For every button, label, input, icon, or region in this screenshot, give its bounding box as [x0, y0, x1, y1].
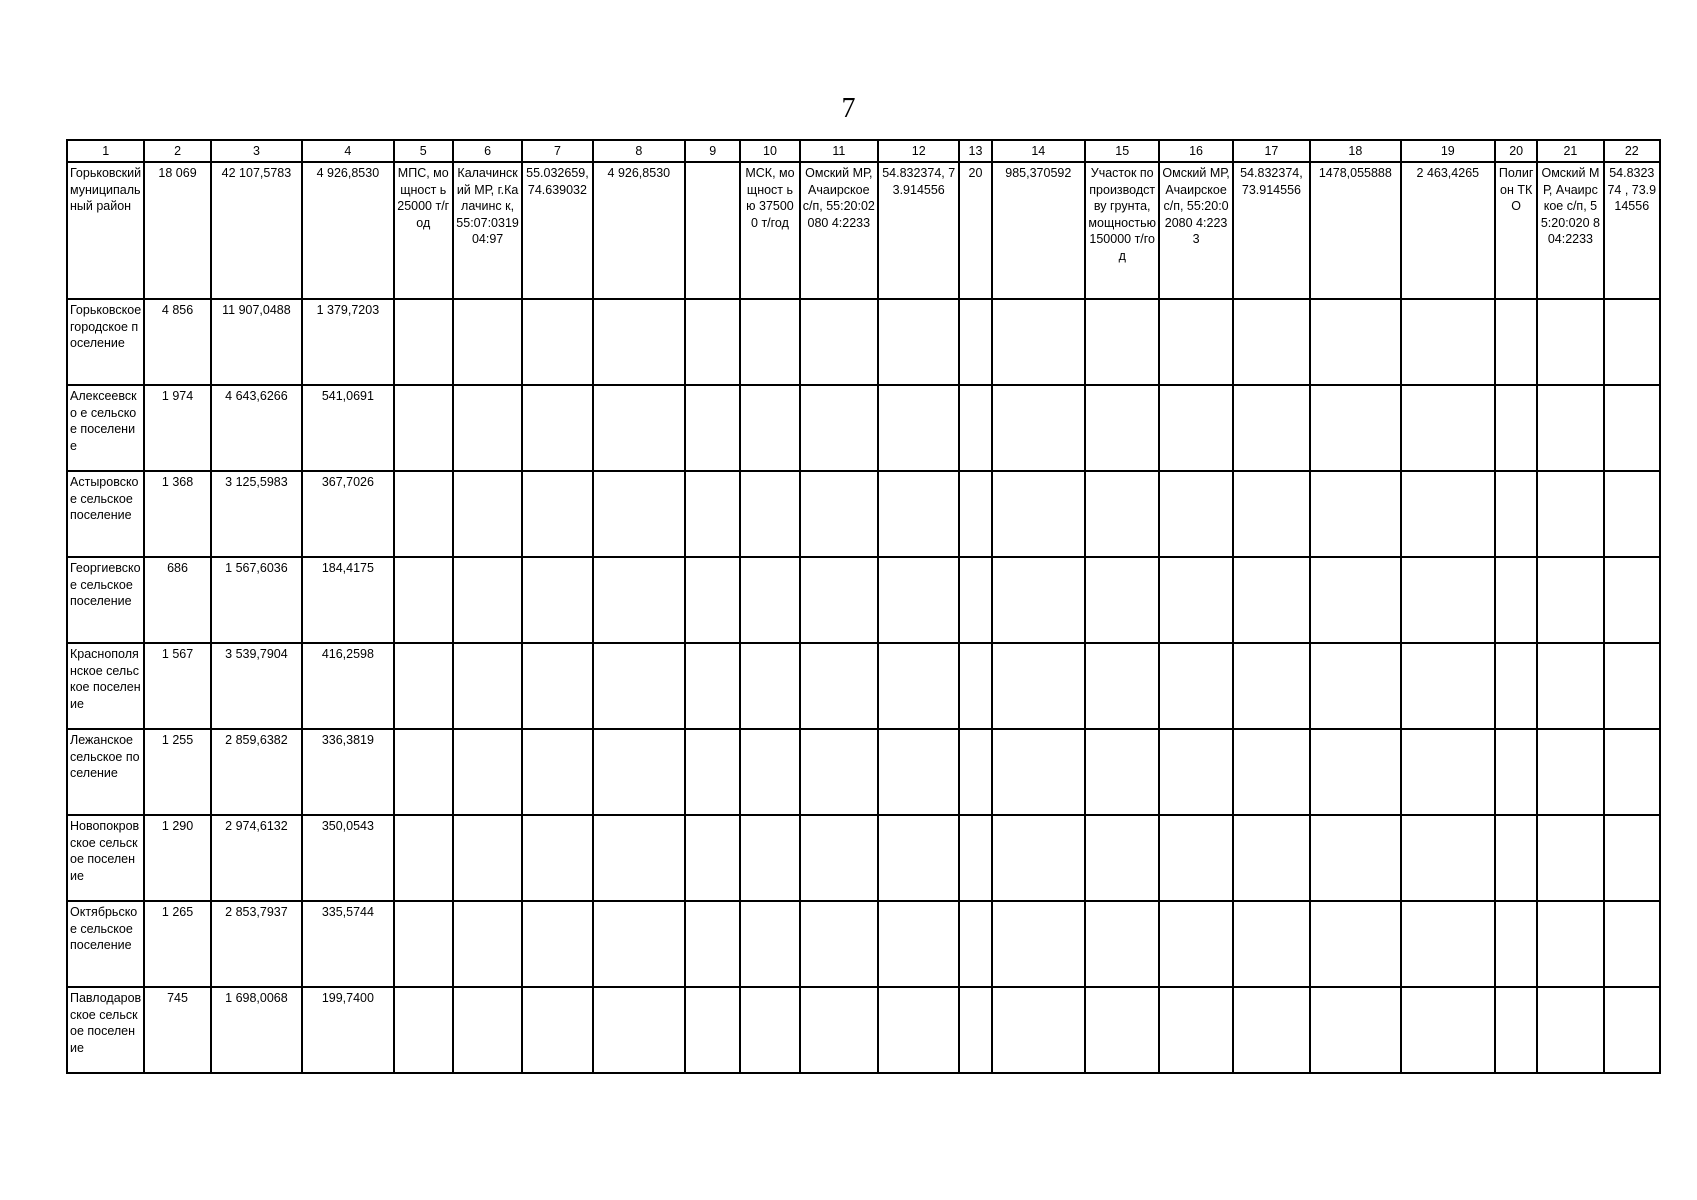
coordinates-cell: 55.032659, 74.639032 [522, 162, 592, 299]
population-cell: 686 [144, 557, 210, 643]
value-cell: 367,7026 [302, 471, 393, 557]
settlement-name: Лежанское сельское поселение [67, 729, 144, 815]
column-number: 12 [878, 140, 959, 162]
population-cell: 1 255 [144, 729, 210, 815]
column-number: 21 [1537, 140, 1603, 162]
value-cell: 2 859,6382 [211, 729, 302, 815]
location-cell: Омский МР, Ачаирское с/п, 55:20:02080 4:2233 [800, 162, 878, 299]
coordinates-cell: 54.832374, 73.914556 [1233, 162, 1310, 299]
settlement-name: Горьковское городское поселение [67, 299, 144, 385]
value-cell: 1478,055888 [1310, 162, 1400, 299]
settlement-name: Астыровско е сельское поселение [67, 471, 144, 557]
facility-cell: Участок по производст ву грунта, мощностью 150000 т/год [1085, 162, 1159, 299]
coordinates-cell: 54.832374, 73.914556 [878, 162, 959, 299]
column-number-row [67, 140, 1660, 162]
column-number: 13 [959, 140, 991, 162]
population-cell: 1 290 [144, 815, 210, 901]
value-cell: 2 853,7937 [211, 901, 302, 987]
column-number: 18 [1310, 140, 1400, 162]
column-number: 1 [67, 140, 144, 162]
value-cell: 541,0691 [302, 385, 393, 471]
empty-cell [685, 162, 740, 299]
value-cell: 336,3819 [302, 729, 393, 815]
column-number: 2 [144, 140, 210, 162]
column-number: 16 [1159, 140, 1232, 162]
column-number: 5 [394, 140, 453, 162]
population-cell: 1 265 [144, 901, 210, 987]
value-cell: 1 698,0068 [211, 987, 302, 1073]
settlement-name: Новопокров ское сельское поселение [67, 815, 144, 901]
value-cell: 3 539,7904 [211, 643, 302, 729]
value-cell: 350,0543 [302, 815, 393, 901]
value-cell: 4 926,8530 [302, 162, 393, 299]
settlement-name: Павлодаров ское сельское поселение [67, 987, 144, 1073]
column-number: 19 [1401, 140, 1495, 162]
data-table [66, 139, 1661, 1074]
column-number: 8 [593, 140, 685, 162]
location-cell: Калачинск ий МР, г.Калачинс к, 55:07:0319 04:97 [453, 162, 522, 299]
facility-cell: МСК, мощност ью 375000 т/год [740, 162, 799, 299]
value-cell: 416,2598 [302, 643, 393, 729]
table-row [67, 815, 1660, 901]
facility-cell: МПС, мощност ь 25000 т/год [394, 162, 453, 299]
value-cell: 199,7400 [302, 987, 393, 1073]
table-row [67, 557, 1660, 643]
value-cell: 20 [959, 162, 991, 299]
settlement-name: Краснополя нское сельское поселение [67, 643, 144, 729]
population-cell: 18 069 [144, 162, 210, 299]
value-cell: 2 463,4265 [1401, 162, 1495, 299]
settlement-name: Алексеевско е сельское поселение [67, 385, 144, 471]
population-cell: 1 567 [144, 643, 210, 729]
column-number: 9 [685, 140, 740, 162]
column-number: 22 [1604, 140, 1660, 162]
value-cell: 184,4175 [302, 557, 393, 643]
column-number: 11 [800, 140, 878, 162]
table-row [67, 385, 1660, 471]
value-cell: 11 907,0488 [211, 299, 302, 385]
table-row [67, 987, 1660, 1073]
population-cell: 4 856 [144, 299, 210, 385]
table-row [67, 299, 1660, 385]
table-row [67, 471, 1660, 557]
value-cell: 3 125,5983 [211, 471, 302, 557]
value-cell: 2 974,6132 [211, 815, 302, 901]
table-row [67, 901, 1660, 987]
location-cell: Омский МР, Ачаирское с/п, 55:20:020 804:2233 [1537, 162, 1603, 299]
value-cell: 985,370592 [992, 162, 1085, 299]
value-cell: 4 643,6266 [211, 385, 302, 471]
value-cell: 335,5744 [302, 901, 393, 987]
column-number: 7 [522, 140, 592, 162]
page-number: 7 [841, 93, 856, 124]
column-number: 3 [211, 140, 302, 162]
coordinates-cell: 54.832374 , 73.914556 [1604, 162, 1660, 299]
table-row [67, 643, 1660, 729]
column-number: 10 [740, 140, 799, 162]
settlement-name: Октябрьско е сельское поселение [67, 901, 144, 987]
column-number: 6 [453, 140, 522, 162]
column-number: 15 [1085, 140, 1159, 162]
column-number: 4 [302, 140, 393, 162]
value-cell: 42 107,5783 [211, 162, 302, 299]
population-cell: 745 [144, 987, 210, 1073]
population-cell: 1 974 [144, 385, 210, 471]
settlement-name: Георгиевско е сельское поселение [67, 557, 144, 643]
population-cell: 1 368 [144, 471, 210, 557]
location-cell: Омский МР, Ачаирское с/п, 55:20:02080 4:2233 [1159, 162, 1232, 299]
column-number: 14 [992, 140, 1085, 162]
table-row [67, 729, 1660, 815]
value-cell: 1 567,6036 [211, 557, 302, 643]
column-number: 17 [1233, 140, 1310, 162]
district-row [67, 162, 1660, 299]
column-number: 20 [1495, 140, 1537, 162]
district-name: Горьковский муниципаль ный район [67, 162, 144, 299]
value-cell: 4 926,8530 [593, 162, 685, 299]
value-cell: 1 379,7203 [302, 299, 393, 385]
facility-cell: Полиг он ТКО [1495, 162, 1537, 299]
